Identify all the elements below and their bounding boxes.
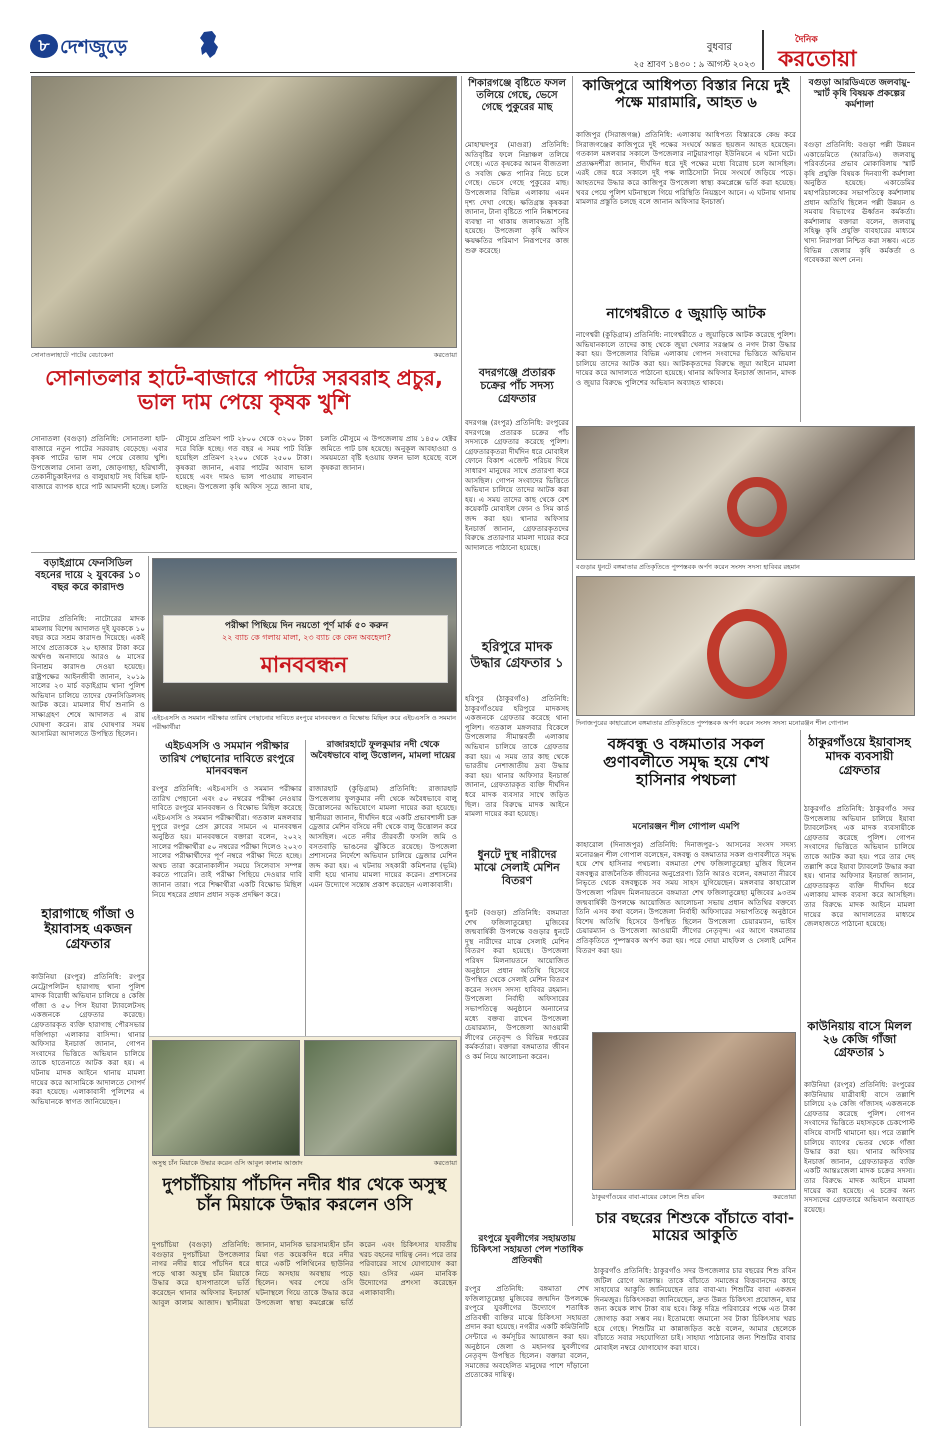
child-photo	[592, 1032, 796, 1190]
wreath-caption-2: দিনাজপুরের কাহারোলে বঙ্গমাতার প্রতিকৃতিতে পুষ্পস্তবক অর্পণ করেন সংসদ সদস্য মনোরঞ্জন শীল গোপাল	[576, 719, 849, 727]
dhunat-headline: ধুনটে দুস্থ নারীদের মাঝে সেলাই মেশিন বিতরণ	[474, 848, 560, 888]
kaunia-bus-body: কাউনিয়া (রংপুর) প্রতিনিধি: রংপুরের কাউনিয়ায় যাত্রীবাহী বাসে তল্লাশি চালিয়ে ২৬ কেজি গাঁজাসহ একজনকে গ্রেফতার করেছে পুলিশ। গোপন সংবাদের ভিত্তিতে মহাসড়কে চেকপোস্ট বসিয়ে বাসটি থামানো হয়। পরে তল্লাশি চালিয়ে ব্যাগের ভেতর থেকে গাঁজা উদ্ধার করা হয়। থানার অফিসার ইনচার্জ জানান, গ্রেফতারকৃত ব্যক্তি একটি আন্তঃজেলা মাদক চক্রের সদস্য। তার বিরুদ্ধে মাদক আইনে মামলা দায়ের করা হয়েছে। এ চক্রের অন্য সদস্যদের গ্রেফতারে অভিযান অব্যাহত রয়েছে।	[804, 1080, 915, 1214]
banner-big-text: মানববন্ধন	[260, 653, 348, 678]
issue-date: ২৫ শ্রাবণ ১৪৩০ : ৯ আগস্ট ২০২৩	[633, 60, 755, 70]
protest-banner	[163, 615, 448, 683]
shikarganj-body: মোহাম্মদপুর (মাগুরা) প্রতিনিধি: অতিবৃষ্টির ফলে নিম্নাঞ্চল তলিয়ে গেছে। এতে কৃষকের আমন বীজতলা ও সবজি ক্ষেত পানির নিচে চলে গেছে। ভেসে গেছে পুকুরের মাছ। উপজেলার বিভিন্ন এলাকায় এমন দৃশ্য দেখা গেছে। ক্ষতিগ্রস্ত কৃষকরা জানান, টানা বৃষ্টিতে পানি নিষ্কাশনের ব্যবস্থা না থাকায় জলাবদ্ধতা সৃষ্টি হয়েছে। উপজেলা কৃষি অফিস ক্ষয়ক্ষতির পরিমাণ নিরূপণের কাজ শুরু করেছে।	[465, 140, 569, 255]
wreath-caption-1: বগুড়ার ধুনটে বঙ্গমাতার প্রতিকৃতিতে পুষ্পস্তবক অর্পণ করেন সংসদ সদস্য হাবিবর রহমান	[576, 563, 800, 571]
jute-market-photo	[31, 76, 457, 348]
page-number: ৮	[38, 36, 50, 56]
sand-lifting-body: রাজারহাট (কুড়িগ্রাম) প্রতিনিধি: রাজারহাট উপজেলায় ফুলকুমার নদী থেকে অবৈধভাবে বালু উত্তোলনের অভিযোগে মামলা দায়ের করা হয়েছে। স্থানীয়রা জানান, দীর্ঘদিন ধরে একটি প্রভাবশালী চক্র ড্রেজার মেশিন বসিয়ে নদী থেকে বালু উত্তোলন করে আসছিল। এতে নদীর তীরবর্তী ফসলি জমি ও বসতবাড়ি ভাঙনের ঝুঁকিতে রয়েছে। উপজেলা প্রশাসনের নির্দেশে অভিযান চালিয়ে ড্রেজার মেশিন জব্দ করা হয়। এ ঘটনায় সহকারী কমিশনার (ভূমি) বাদী হয়ে থানায় মামলা দায়ের করেন। প্রশাসনের এমন উদ্যোগে সন্তোষ প্রকাশ করেছেন এলাকাবাসী।	[309, 784, 457, 889]
badarganj-headline: বদরগঞ্জে প্রতারক চক্রের পাঁচ সদস্য গ্রেফতার	[478, 366, 556, 406]
wreath-photo-1	[576, 426, 915, 560]
rda-body: বগুড়া প্রতিনিধি: বগুড়া পল্লী উন্নয়ন একাডেমিতে (আরডিএ) জলবায়ু পরিবর্তনের প্রভাব মোকাবিলায় স্মার্ট কৃষি প্রযুক্তি বিষয়ক দিনব্যাপী কর্মশালা অনুষ্ঠিত হয়েছে। একাডেমির মহাপরিচালকের সভাপতিত্বে কর্মশালায় প্রধান অতিথি ছিলেন পল্লী উন্নয়ন ও সমবায় বিভাগের ঊর্ধ্বতন কর্মকর্তা। কর্মশালায় বক্তারা বলেন, জলবায়ু সহিষ্ণু কৃষি প্রযুক্তি ব্যবহারের মাধ্যমে খাদ্য নিরাপত্তা নিশ্চিত করা সম্ভব। এতে বিভিন্ন জেলার কৃষি কর্মকর্তা ও গবেষকরা অংশ নেন।	[804, 140, 915, 265]
wreath-icon	[727, 477, 787, 537]
thakurgaon-yaba-headline: ঠাকুরগাঁওয়ে ইয়াবাসহ মাদক ব্যবসায়ী গ্রেফতার	[808, 735, 911, 777]
jute-headline: সোনাতলার হাটে-বাজারে পাটের সরবরাহ প্রচুর, ভাল দাম পেয়ে কৃষক খুশি	[45, 366, 443, 415]
masthead-rule	[30, 72, 915, 73]
kajipur-body: কাজিপুর (সিরাজগঞ্জ) প্রতিনিধি: এলাকায় আধিপত্য বিস্তারকে কেন্দ্র করে সিরাজগঞ্জের কাজিপুরে দুই পক্ষের সংঘর্ষে অন্তত ছয়জন আহত হয়েছেন। গতকাল মঙ্গলবার সকালে উপজেলার নাটুয়ারপাড়া ইউনিয়নে এ ঘটনা ঘটে। প্রত্যক্ষদর্শীরা জানান, দীর্ঘদিন ধরে দুই পক্ষের মধ্যে বিরোধ চলে আসছিল। এরই জের ধরে সকালে দুই পক্ষ লাঠিসোটা নিয়ে সংঘর্ষে জড়িয়ে পড়ে। আহতদের উদ্ধার করে কাজিপুর উপজেলা স্বাস্থ্য কমপ্লেক্সে ভর্তি করা হয়েছে। খবর পেয়ে পুলিশ ঘটনাস্থলে গিয়ে পরিস্থিতি নিয়ন্ত্রণে আনে। এ ঘটনায় থানায় মামলার প্রস্তুতি চলছে বলে জানান অফিসার ইনচার্জ।	[576, 130, 796, 207]
jute-body: সোনাতলা (বগুড়া) প্রতিনিধি: সোনাতলা হাট-বাজারে নতুন পাটের সরবরাহ বেড়েছে। এবার কৃষক পাটের ভাল দাম পেয়ে বেজায় খুশি। উপজেলার সোনা তলা, জোড়গাছা, হরিখালী, তেকানীচুকাইনগর ও বালুয়াহাট সহ বিভিন্ন হাট-বাজারে ব্যাপক হারে পাট আমদানী হচ্ছে। চলতি মৌসুমে প্রতিমণ পাট ২৮০০ থেকে ৩২০০ টাকা দরে বিক্রি হচ্ছে। গত বছর এ সময় পাট বিক্রি হয়েছিল প্রতিমণ ২২০০ থেকে ২৫০০ টাকা। কৃষকরা জানান, এবার পাটের আবাদ ভাল হয়েছে এবং দামও ভাল পাওয়ায় লাভবান হচ্ছেন। উপজেলা কৃষি অফিস সূত্রে জানা যায়, চলতি মৌসুমে এ উপজেলায় প্রায় ১৪৫০ হেক্টর জমিতে পাট চাষ হয়েছে। অনুকূল আবহাওয়া ও সময়মতো বৃষ্টি হওয়ায় ফলন ভাল হয়েছে বলে কৃষকরা জানান।	[31, 434, 457, 491]
child-credit: করতোয়া	[772, 1193, 796, 1201]
rule	[800, 730, 801, 1426]
rescue-photo-1	[152, 1040, 300, 1156]
rda-headline: বগুড়া আরডিএতে জলবায়ু-স্মার্ট কৃষি বিষয়ক প্রকল্পের কর্মশালা	[808, 78, 911, 110]
nageshwari-headline: নাগেশ্বরীতে ৫ জুয়াড়ি আটক	[606, 306, 766, 322]
paper-name-small: দৈনিক	[795, 35, 818, 45]
youth-league-body: রংপুর প্রতিনিধি: বঙ্গমাতা শেখ ফজিলাতুন্নেছা মুজিবের জন্মদিন উপলক্ষে রংপুরে যুবলীগের উদ্যোগে শতাধিক প্রতিবন্ধী ব্যক্তির মাঝে চিকিৎসা সহায়তা প্রদান করা হয়েছে। নগরীর একটি কমিউনিটি সেন্টারে এ কর্মসূচির আয়োজন করা হয়। অনুষ্ঠানে জেলা ও মহানগর যুবলীগের নেতৃবৃন্দ উপস্থিত ছিলেন। বক্তারা বলেন, সমাজের অবহেলিত মানুষের পাশে দাঁড়ানো প্রত্যেকের দায়িত্ব।	[465, 1284, 589, 1380]
thakurgaon-yaba-body: ঠাকুরগাঁও প্রতিনিধি: ঠাকুরগাঁও সদর উপজেলায় অভিযান চালিয়ে ইয়াবা ট্যাবলেটসহ এক মাদক ব্যবসায়ীকে গ্রেফতার করেছে পুলিশ। গোপন সংবাদের ভিত্তিতে অভিযান চালিয়ে তাকে আটক করা হয়। পরে তার দেহ তল্লাশি করে ইয়াবা ট্যাবলেট উদ্ধার করা হয়। থানার অফিসার ইনচার্জ জানান, গ্রেফতারকৃত ব্যক্তি দীর্ঘদিন ধরে এলাকায় মাদক ব্যবসা করে আসছিল। তার বিরুদ্ধে মাদক আইনে মামলা দায়ের করে আদালতের মাধ্যমে জেলহাজতে পাঠানো হয়েছে।	[804, 804, 915, 929]
banner-line-1: পরীক্ষা পিছিয়ে দিন নয়তো পূর্ণ মার্ক ৫০ করুন	[224, 621, 389, 631]
human-chain-caption: এইচএসসি ও সমমান পরীক্ষার তারিখ পেছানোর দাবিতে রংপুরে মানববন্ধন ও বিক্ষোভ মিছিল করে এইচএসসি ও সমমান পরীক্ষার্থীরা	[152, 714, 457, 731]
child-caption: ঠাকুরগাঁওয়ের বাবা-মায়ের কোলে শিশু রবিন	[592, 1193, 705, 1201]
youth-league-headline: রংপুরে যুবলীগের সহায়তায় চিকিৎসা সহায়তা পেল শতাধিক প্রতিবন্ধী	[470, 1234, 584, 1266]
ganja-arrest-headline: হারাগাছে গাঁজা ও ইয়াবাসহ একজন গ্রেফতার	[41, 907, 135, 952]
child-body: ঠাকুরগাঁও প্রতিনিধি: ঠাকুরগাঁও সদর উপজেলার চার বছরের শিশু রবিন জটিল রোগে আক্রান্ত। তাকে বাঁচাতে সমাজের বিত্তবানদের কাছে সাহায্যের আকুতি জানিয়েছেন তার বাবা-মা। শিশুটির বাবা একজন দিনমজুর। চিকিৎসকরা জানিয়েছেন, দ্রুত উন্নত চিকিৎসা প্রয়োজন, যার জন্য কয়েক লাখ টাকা ব্যয় হবে। কিন্তু দরিদ্র পরিবারের পক্ষে এত টাকা জোগাড় করা সম্ভব নয়। ইতোমধ্যে জমানো সব টাকা চিকিৎসায় খরচ হয়ে গেছে। শিশুটির মা কান্নাজড়িত কণ্ঠে বলেন, আমার ছেলেকে বাঁচাতে সবার সহযোগিতা চাই। সাহায্য পাঠানোর জন্য শিশুটির বাবার মোবাইল নম্বরে যোগাযোগ করা যাবে।	[594, 1266, 796, 1352]
kaunia-bus-headline: কাউনিয়ায় বাসে মিলল ২৬ কেজি গাঁজা গ্রেফতার ১	[807, 1019, 912, 1060]
rescue-caption: অসুস্থ চাঁন মিয়াকে উদ্ধার করেন ওসি আবুল কালাম আজাদ	[152, 1159, 303, 1167]
banner-line-2: ২২ ব্যাচ কে গলায় মালা, ২৩ ব্যাচ কে কেন অবহেলা?	[222, 633, 391, 642]
badarganj-body: বদরগঞ্জ (রংপুর) প্রতিনিধি: রংপুরের বদরগঞ্জে প্রতারক চক্রের পাঁচ সদস্যকে গ্রেফতার করেছে পুলিশ। গ্রেফতারকৃতরা দীর্ঘদিন ধরে মোবাইল ফোনে বিকাশ এজেন্ট পরিচয় দিয়ে সাধারণ মানুষের সাথে প্রতারণা করে আসছিল। গোপন সংবাদের ভিত্তিতে অভিযান চালিয়ে তাদের আটক করা হয়। এ সময় তাদের কাছ থেকে বেশ কয়েকটি মোবাইল ফোন ও সিম কার্ড জব্দ করা হয়। থানার অফিসার ইনচার্জ জানান, গ্রেফতারকৃতদের বিরুদ্ধে প্রতারণার মামলা দায়ের করে আদালতে পাঠানো হয়েছে।	[465, 418, 569, 552]
haripur-body: হরিপুর (ঠাকুরগাঁও) প্রতিনিধি: ঠাকুরগাঁওয়ের হরিপুরে মাদকসহ একজনকে গ্রেফতার করেছে থানা পুলিশ। গতকাল মঙ্গলবার বিকেলে উপজেলার সীমান্তবর্তী এলাকায় অভিযান চালিয়ে তাকে গ্রেফতার করা হয়। এ সময় তার কাছ থেকে ভারতীয় নেশাজাতীয় দ্রব্য উদ্ধার করা হয়। থানার অফিসার ইনচার্জ জানান, গ্রেফতারকৃত ব্যক্তি দীর্ঘদিন ধরে মাদক ব্যবসার সাথে জড়িত ছিল। তার বিরুদ্ধে মাদক আইনে মামলা দায়ের করা হয়েছে।	[465, 694, 569, 819]
day-label: বুধবার	[706, 42, 732, 53]
rule	[800, 76, 801, 422]
nageshwari-body: নাগেশ্বরী (কুড়িগ্রাম) প্রতিনিধি: নাগেশ্বরীতে ৫ জুয়াড়িকে আটক করেছে পুলিশ। অভিযানকালে তাদের কাছ থেকে জুয়া খেলার সরঞ্জাম ও নগদ টাকা উদ্ধার করা হয়। উপজেলার বিভিন্ন এলাকায় গোপন সংবাদের ভিত্তিতে অভিযান চালিয়ে তাদের আটক করা হয়। আটককৃতদের বিরুদ্ধে জুয়া আইনে মামলা দায়ের করে আদালতে পাঠানো হয়েছে। থানার অফিসার ইনচার্জ জানান, মাদক ও জুয়ার বিরুদ্ধে পুলিশের অভিযান অব্যাহত থাকবে।	[576, 330, 796, 387]
jute-photo-credit: করতোয়া	[433, 351, 457, 359]
jute-photo-caption: সোনাতলাহাটে পাটের বেচাকেনা	[31, 351, 114, 359]
shikarganj-headline: শিকারগঞ্জে বৃষ্টিতে ফসল তলিয়ে গেছে, ভেসে গেছে পুকুরের মাছ	[468, 78, 566, 113]
hsc-body: রংপুর প্রতিনিধি: এইচএসসি ও সমমান পরীক্ষার তারিখ পেছানো এবং ৫০ নম্বরের পরীক্ষা নেওয়ার দাবিতে রংপুরে মানববন্ধন ও বিক্ষোভ মিছিল করেছে এইচএসসি ও সমমান পরীক্ষার্থীরা। গতকাল মঙ্গলবার দুপুরে রংপুর প্রেস ক্লাবের সামনে এ মানববন্ধন অনুষ্ঠিত হয়। মানববন্ধনে বক্তারা বলেন, ২০২২ সালের পরীক্ষার্থীরা ৫০ নম্বরের পরীক্ষা দিলেও ২০২৩ সালের পরীক্ষার্থীদের পূর্ণ নম্বরে পরীক্ষা দিতে হচ্ছে। অথচ তারা করোনাকালীন সময়ে সিলেবাস সম্পন্ন করতে পারেনি। তাই পরীক্ষা পিছিয়ে দেওয়ার দাবি জানান তারা। পরে শিক্ষার্থীরা একটি বিক্ষোভ মিছিল নিয়ে শহরের প্রধান প্রধান সড়ক প্রদক্ষিণ করে।	[152, 784, 302, 899]
child-headline: চার বছরের শিশুকে বাঁচাতে বাবা-মায়ের আকুতি	[595, 1209, 795, 1245]
sand-lifting-headline: রাজারহাটে ফুলকুমার নদী থেকে অবৈধভাবে বালু উত্তোলন, মামলা দায়ের	[310, 740, 456, 761]
wreath-photo-2	[576, 576, 915, 716]
dhunat-body: ধুনট (বগুড়া) প্রতিনিধি: বঙ্গমাতা শেখ ফজিলাতুন্নেছা মুজিবের জন্মবার্ষিকী উপলক্ষে বগুড়ার ধুনটে দুস্থ নারীদের মাঝে সেলাই মেশিন বিতরণ করা হয়েছে। উপজেলা পরিষদ মিলনায়তনে আয়োজিত অনুষ্ঠানে প্রধান অতিথি হিসেবে উপস্থিত থেকে সেলাই মেশিন বিতরণ করেন সংসদ সদস্য হাবিবর রহমান। উপজেলা নির্বাহী অফিসারের সভাপতিত্বে অনুষ্ঠানে অন্যান্যের মধ্যে বক্তব্য রাখেন উপজেলা চেয়ারম্যান, উপজেলা আওয়ামী লীগের নেতৃবৃন্দ ও বিভিন্ন দপ্তরের কর্মকর্তারা। বক্তারা বঙ্গমাতার জীবন ও কর্ম নিয়ে আলোচনা করেন।	[465, 908, 569, 1061]
ganja-arrest-body: কাউনিয়া (রংপুর) প্রতিনিধি: রংপুর মেট্রোপলিটন হারাগাছ থানা পুলিশ মাদক বিরোধী অভিযান চালিয়ে ৪ কেজি গাঁজা ও ৫০ পিস ইয়াবা ট্যাবলেটসহ একজনকে গ্রেফতার করেছে। গ্রেফতারকৃত ব্যক্তি হারাগাছ পৌরসভার দর্জিপাড়া এলাকার বাসিন্দা। থানার অফিসার ইনচার্জ জানান, গোপন সংবাদের ভিত্তিতে অভিযান চালিয়ে তাকে হাতেনাতে আটক করা হয়। এ ঘটনায় মাদক আইনে থানায় মামলা দায়ের করে আসামিকে আদালতে সোপর্দ করা হয়েছে। এলাকাবাসী পুলিশের এ অভিযানকে স্বাগত জানিয়েছেন।	[31, 972, 145, 1106]
kajipur-headline: কাজিপুরে আধিপত্য বিস্তার নিয়ে দুই পক্ষে মারামারি, আহত ৬	[582, 78, 790, 111]
masthead	[0, 0, 945, 72]
rescue-credit: করতোয়া	[433, 1159, 457, 1167]
narcotics-headline: বড়াইগ্রামে ফেনসিডিল বহনের দায়ে ২ যুবকের ১০ বছর করে কারাদণ্ড	[35, 558, 141, 593]
section-title: দেশজুড়ে	[60, 36, 128, 58]
wreath-icon	[707, 609, 787, 699]
bangladesh-map-icon	[198, 30, 220, 60]
page-number-badge	[30, 34, 58, 58]
bangabandhu-headline: বঙ্গবন্ধু ও বঙ্গমাতার সকল গুণাবলীতে সমৃদ্ধ হয়ে শেখ হাসিনার পথচলা	[603, 735, 769, 789]
haripur-headline: হরিপুরে মাদক উদ্ধার গ্রেফতার ১	[470, 640, 564, 671]
human-chain-photo	[152, 558, 457, 712]
bangabandhu-body: কাহারোল (দিনাজপুর) প্রতিনিধি: দিনাজপুর-১ আসনের সংসদ সদস্য মনোরঞ্জন শীল গোপাল বলেছেন, বঙ্গবন্ধু ও বঙ্গমাতার সকল গুণাবলীতে সমৃদ্ধ হয়ে শেখ হাসিনার পথচলা। বঙ্গমাতা শেখ ফজিলাতুন্নেছা মুজিব ছিলেন বঙ্গবন্ধুর রাজনৈতিক জীবনের অনুপ্রেরণা। তিনি আরও বলেন, বঙ্গমাতা নীরবে নিভৃতে থেকে বঙ্গবন্ধুকে সব সময় সাহস যুগিয়েছেন। মঙ্গলবার কাহারোল উপজেলা পরিষদ মিলনায়তনে বঙ্গমাতা শেখ ফজিলাতুন্নেছা মুজিবের ৯৩তম জন্মবার্ষিকী উপলক্ষে আয়োজিত আলোচনা সভায় প্রধান অতিথির বক্তব্যে তিনি এসব কথা বলেন। উপজেলা নির্বাহী অফিসারের সভাপতিত্বে অনুষ্ঠানে বিশেষ অতিথি হিসেবে উপস্থিত ছিলেন উপজেলা চেয়ারম্যান, ভাইস চেয়ারম্যান ও উপজেলা আওয়ামী লীগের নেতৃবৃন্দ। এর আগে বঙ্গমাতার প্রতিকৃতিতে পুষ্পস্তবক অর্পণ করা হয়। পরে দোয়া মাহফিল ও সেলাই মেশিন বিতরণ করা হয়।	[576, 840, 796, 955]
rule	[572, 76, 573, 1226]
paper-name: করতোয়া	[778, 47, 857, 72]
rule	[305, 740, 306, 1036]
rescue-photo-2	[304, 1040, 457, 1156]
rescue-body: দুপচাঁচিয়া (বগুড়া) প্রতিনিধি: বগুড়ার দুপচাঁচিয়া উপজেলার নাগর নদীর ধারে পাঁচদিন ধরে পড়ে থাকা অসুস্থ চাঁন মিয়াকে উদ্ধার করে হাসপাতালে ভর্তি করেছেন থানার অফিসার ইনচার্জ আবুল কালাম আজাদ। স্থানীয়রা জানান, মানসিক ভারসাম্যহীন চাঁন মিয়া গত কয়েকদিন ধরে নদীর ধারে একটি পলিথিনের ছাউনির নিচে অসহায় অবস্থায় পড়ে ছিলেন। খবর পেয়ে ওসি ঘটনাস্থলে গিয়ে তাকে উদ্ধার করে উপজেলা স্বাস্থ্য কমপ্লেক্সে ভর্তি করেন এবং চিকিৎসার যাবতীয় খরচ বহনের দায়িত্ব নেন। পরে তার পরিবারের সাথে যোগাযোগ করা হয়। ওসির এমন মানবিক উদ্যোগের প্রশংসা করেছেন এলাকাবাসী।	[152, 1240, 457, 1307]
hsc-headline: এইচএসসি ও সমমান পরীক্ষার তারিখ পেছানোর দাবিতে রংপুরে মানববন্ধন	[159, 740, 295, 778]
bangabandhu-subhead: মনোরঞ্জন শীল গোপাল এমপি	[632, 822, 740, 832]
rule	[461, 76, 462, 1426]
rescue-headline: দুপচাঁচিয়ায় পাঁচদিন নদীর ধার থেকে অসুস্থ চাঁন মিয়াকে উদ্ধার করলেন ওসি	[162, 1175, 447, 1215]
narcotics-body: নাটোর প্রতিনিধি: নাটোরের মাদক মামলায় বিশেষ আদালত দুই যুবককে ১০ বছর করে সশ্রম কারাদণ্ড দিয়েছে। একই সাথে প্রত্যেককে ২০ হাজার টাকা করে অর্থদণ্ড অনাদায়ে আরও ৬ মাসের বিনাশ্রম কারাদণ্ড দেওয়া হয়েছে। রাষ্ট্রপক্ষের আইনজীবী জানান, ২০১৯ সালের ২৩ মার্চ বড়াইগ্রাম থানা পুলিশ অভিযান চালিয়ে তাদের ফেনসিডিলসহ আটক করে। মামলার দীর্ঘ শুনানি ও সাক্ষ্যগ্রহণ শেষে আদালত এ রায় ঘোষণা করেন। রায় ঘোষণার সময় আসামিরা আদালতে উপস্থিত ছিলেন।	[31, 614, 145, 739]
rule	[31, 552, 457, 553]
masthead-divider	[762, 30, 764, 70]
